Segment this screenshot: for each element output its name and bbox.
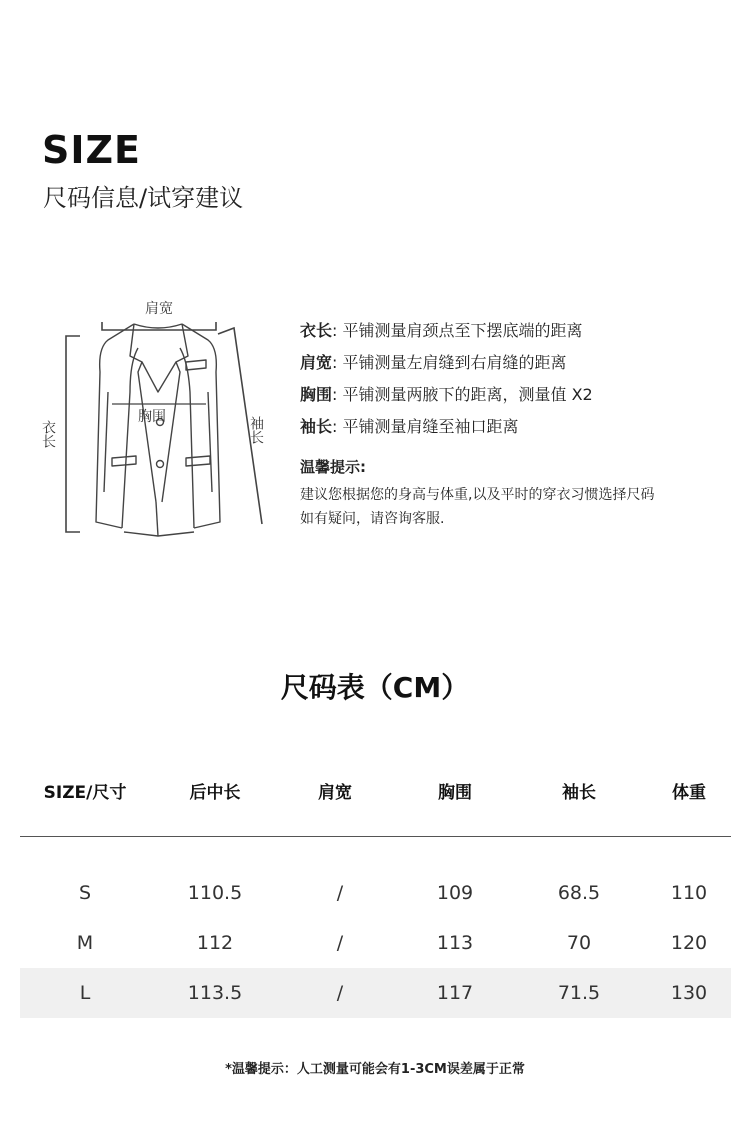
table-cell: 113 xyxy=(436,932,474,954)
table-cell: 68.5 xyxy=(557,882,601,904)
table-cell: 109 xyxy=(436,882,474,904)
table-cell: 70 xyxy=(566,932,592,954)
chest-label: 胸围 xyxy=(138,409,166,425)
table-divider xyxy=(20,836,731,837)
table-cell: / xyxy=(336,882,344,904)
page-subtitle: 尺码信息/试穿建议 xyxy=(43,184,244,212)
footnote: *温馨提示：人工测量可能会有1-3CM误差属于正常 xyxy=(225,1062,525,1077)
header-shoulder: 肩宽 xyxy=(318,783,352,803)
measurement-definitions xyxy=(300,315,740,443)
table-cell: 130 xyxy=(670,982,708,1004)
tips-body xyxy=(300,483,740,531)
table-cell: 117 xyxy=(436,982,474,1004)
tips-line: 建议您根据您的身高与体重,以及平时的穿衣习惯选择尺码 xyxy=(300,487,655,503)
table-cell: 71.5 xyxy=(557,982,601,1004)
length-label: 衣长 xyxy=(40,420,56,448)
table-cell: / xyxy=(336,932,344,954)
table-cell: 120 xyxy=(670,932,708,954)
shoulder-label: 肩宽 xyxy=(145,301,173,317)
table-cell: 113.5 xyxy=(187,982,243,1004)
tips-title: 温馨提示: xyxy=(300,458,366,476)
definition-length: 衣长: 平铺测量肩颈点至下摆底端的距离 xyxy=(300,321,583,340)
header-sleeve: 袖长 xyxy=(562,783,596,803)
definition-sleeve: 袖长: 平铺测量肩缝至袖口距离 xyxy=(300,417,519,436)
table-cell: 110 xyxy=(670,882,708,904)
table-cell: / xyxy=(336,982,344,1004)
header-size: SIZE/尺寸 xyxy=(43,783,127,803)
table-cell: L xyxy=(79,982,91,1004)
header-chest: 胸围 xyxy=(438,783,472,803)
table-cell: 112 xyxy=(196,932,234,954)
table-cell: S xyxy=(78,882,92,904)
jacket-icon xyxy=(30,292,280,542)
header-back-length: 后中长 xyxy=(189,783,241,803)
header-weight: 体重 xyxy=(672,783,706,803)
definition-chest: 胸围: 平铺测量两腋下的距离，测量值 X2 xyxy=(300,385,593,404)
tips-line: 如有疑问，请咨询客服. xyxy=(300,511,445,527)
sleeve-label: 袖长 xyxy=(248,416,264,444)
page-title: SIZE xyxy=(42,128,142,172)
definition-shoulder: 肩宽: 平铺测量左肩缝到右肩缝的距离 xyxy=(300,353,567,372)
table-cell: 110.5 xyxy=(187,882,243,904)
table-cell: M xyxy=(76,932,94,954)
size-table-title: 尺码表（CM） xyxy=(280,671,470,704)
